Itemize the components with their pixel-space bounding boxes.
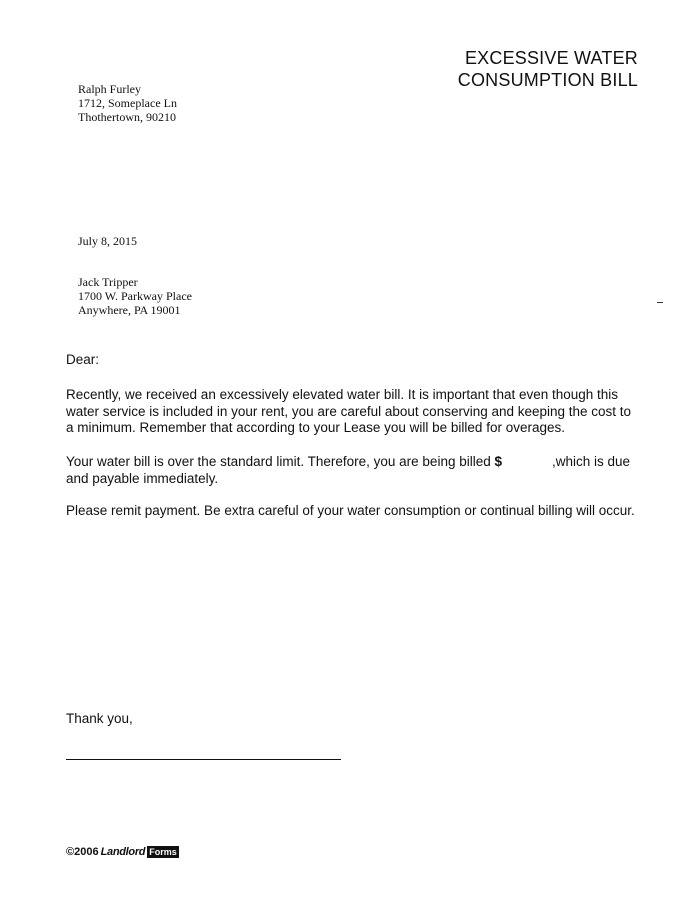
paragraph-1: Recently, we received an excessively elevated water bill. It is important that even though this water service is included in your rent, you are careful about conserving and keeping the cost to a minimum. Remember that according to your Lease you will be billed for overages. <box>66 387 632 435</box>
sender-address <box>78 82 177 124</box>
letter-date: July 8, 2015 <box>78 234 138 248</box>
recipient-street: 1700 W. Parkway Place <box>78 289 192 303</box>
copyright-text: ©2006 <box>66 846 99 858</box>
sender-name: Ralph Furley <box>78 82 141 96</box>
brand-name: Landlord <box>100 846 146 858</box>
paragraph-2-start: Your water bill is over the standard limit. Therefore, you are being billed <box>66 454 495 469</box>
margin-mark <box>657 302 663 303</box>
paragraph-2 <box>66 454 636 487</box>
paragraph-2-end: ,which is due and payable immediately. <box>66 454 631 486</box>
sender-street: 1712, Someplace Ln <box>78 96 177 110</box>
sender-city: Thothertown, 90210 <box>78 110 176 124</box>
title-line-1: EXCESSIVE WATER <box>464 48 638 68</box>
footer-logo <box>66 846 179 858</box>
title-line-2: CONSUMPTION BILL <box>457 70 638 90</box>
paragraph-3: Please remit payment. Be extra careful of your water consumption or continual billing will occur. <box>66 503 635 518</box>
amount-dollar-sign: $ <box>494 454 502 469</box>
salutation: Dear: <box>66 352 100 367</box>
document-title <box>458 47 638 91</box>
recipient-city: Anywhere, PA 19001 <box>78 303 181 317</box>
brand-box: Forms <box>149 847 177 857</box>
signature-line <box>66 759 341 760</box>
closing: Thank you, <box>66 711 133 726</box>
recipient-name: Jack Tripper <box>78 275 138 289</box>
recipient-address <box>78 275 192 317</box>
